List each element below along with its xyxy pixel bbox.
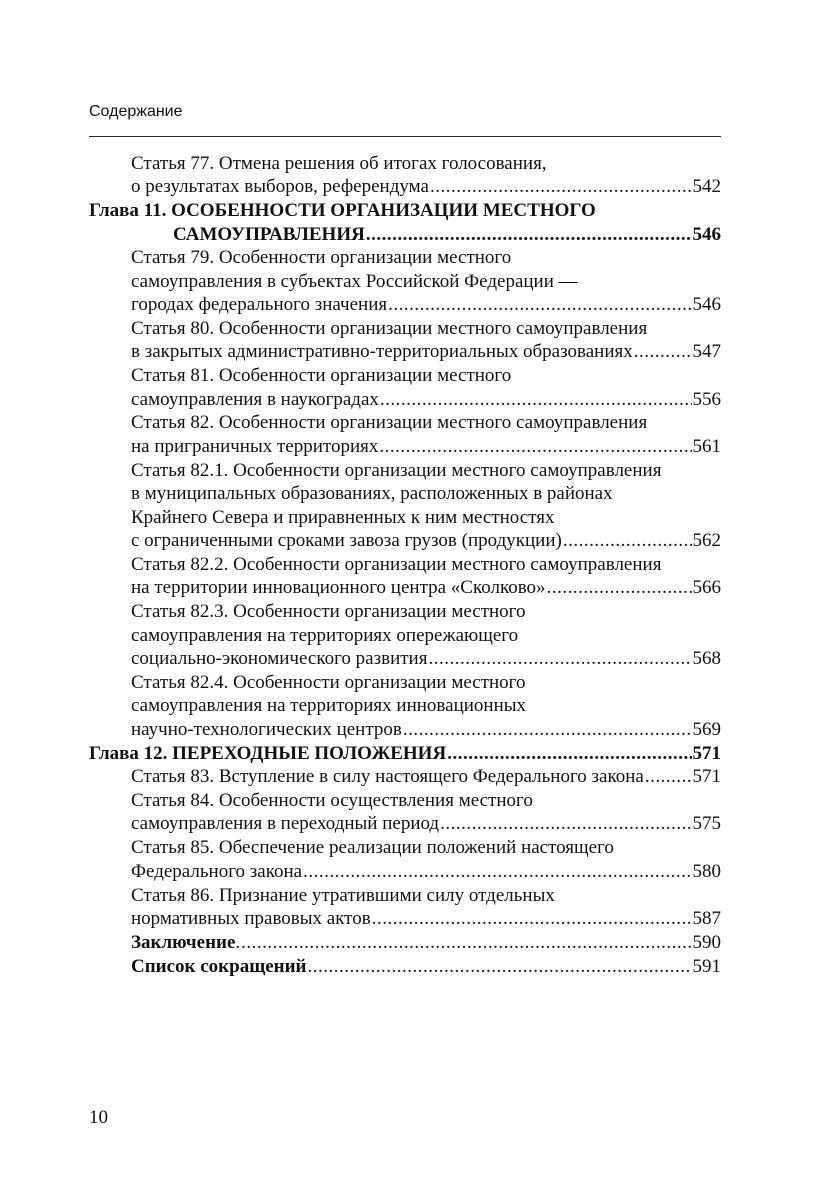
running-header: Содержание (89, 103, 183, 120)
page-ref: 580 (692, 860, 721, 882)
page-ref: 590 (692, 931, 721, 953)
page-ref: 547 (692, 341, 721, 363)
page-ref: 587 (692, 908, 721, 929)
leader-dots (645, 765, 692, 788)
toc-entry-article-84: Статья 84. Особенности осуществления местного самоуправления в переходный период ..... 575 (89, 789, 721, 836)
leader-dots (430, 175, 692, 198)
toc-entry-article-85: Статья 85. Обеспечение реализации положений настоящего Федерального закона ..... 580 (89, 836, 721, 883)
toc-entry-article-79: Статья 79. Особенности организации местного самоуправления в субъектах Российской Федерации — городах федерального значения ..... 546 (89, 246, 721, 316)
leader-dots (308, 955, 692, 978)
header-divider (89, 136, 721, 137)
toc-entry-chapter-11: Глава 11. ОСОБЕННОСТИ ОРГАНИЗАЦИИ МЕСТНОГО САМОУПРАВЛЕНИЯ ..... 546 (89, 199, 721, 246)
toc-entry-article-86: Статья 86. Признание утратившими силу отдельных нормативных правовых актов ..... 587 (89, 884, 721, 931)
toc-entry-article-82-2: Статья 82.2. Особенности организации местного самоуправления на территории инновационного центра «Сколково» ..... 566 (89, 553, 721, 600)
leader-dots (428, 647, 691, 670)
page-ref: 556 (692, 388, 721, 410)
leader-dots (241, 931, 691, 954)
leader-dots (366, 223, 692, 246)
page-ref: 561 (692, 435, 721, 457)
page-ref: 568 (692, 648, 721, 670)
leader-dots (547, 576, 692, 599)
toc-entry-article-82-1: Статья 82.1. Особенности организации местного самоуправления в муниципальных образованиях, расположенных в районах Крайнего Севера и приравненных к ним местностях с ограниченными сроками завоза грузов (продукции) ..... 562 (89, 459, 721, 553)
page-ref: 571 (692, 742, 721, 764)
toc-entry-conclusion: Заключение. ..... 590 (89, 931, 721, 954)
leader-dots (303, 860, 691, 883)
toc-entry-article-83: Статья 83. Вступление в силу настоящего Федерального закона ..... 571 (89, 765, 721, 788)
toc-entry-article-81: Статья 81. Особенности организации местного самоуправления в наукоградах ..... 556 (89, 364, 721, 411)
page-ref: 546 (692, 223, 721, 245)
leader-dots (388, 293, 691, 316)
toc-entry-article-82-3: Статья 82.3. Особенности организации местного самоуправления на территориях опережающего социально-экономического развития ..... 568 (89, 600, 721, 670)
page-ref: 542 (692, 176, 721, 198)
toc-entry-article-77: Статья 77. Отмена решения об итогах голосования, о результатах выборов, референдума ..... 542 (89, 152, 721, 199)
leader-dots (380, 388, 692, 411)
page-ref: 562 (692, 530, 721, 551)
page-ref: 591 (692, 955, 721, 977)
leader-dots (379, 435, 691, 458)
leader-dots (372, 907, 692, 930)
toc-entry-article-82: Статья 82. Особенности организации местного самоуправления на приграничных территориях ..... 561 (89, 411, 721, 458)
page-ref: 566 (692, 577, 721, 599)
leader-dots (634, 340, 692, 363)
toc-entry-article-80: Статья 80. Особенности организации местного самоуправления в закрытых административно-территориальных образованиях ..... 547 (89, 317, 721, 364)
page-ref: 546 (692, 293, 721, 315)
table-of-contents (89, 152, 721, 979)
page-number: 10 (89, 1107, 108, 1128)
leader-dots (403, 718, 692, 741)
page-ref: 571 (692, 766, 721, 788)
toc-entry-abbreviations: Список сокращений ..... 591 (89, 955, 721, 978)
page-ref: 575 (692, 813, 721, 835)
leader-dots (440, 812, 691, 835)
toc-entry-article-82-4: Статья 82.4. Особенности организации местного самоуправления на территориях инновационных научно-технологических центров ..... 569 (89, 671, 721, 741)
leader-dots (447, 742, 691, 765)
toc-entry-chapter-12: Глава 12. ПЕРЕХОДНЫЕ ПОЛОЖЕНИЯ ..... 571 (89, 742, 721, 765)
leader-dots (563, 529, 692, 552)
page-ref: 569 (692, 718, 721, 740)
